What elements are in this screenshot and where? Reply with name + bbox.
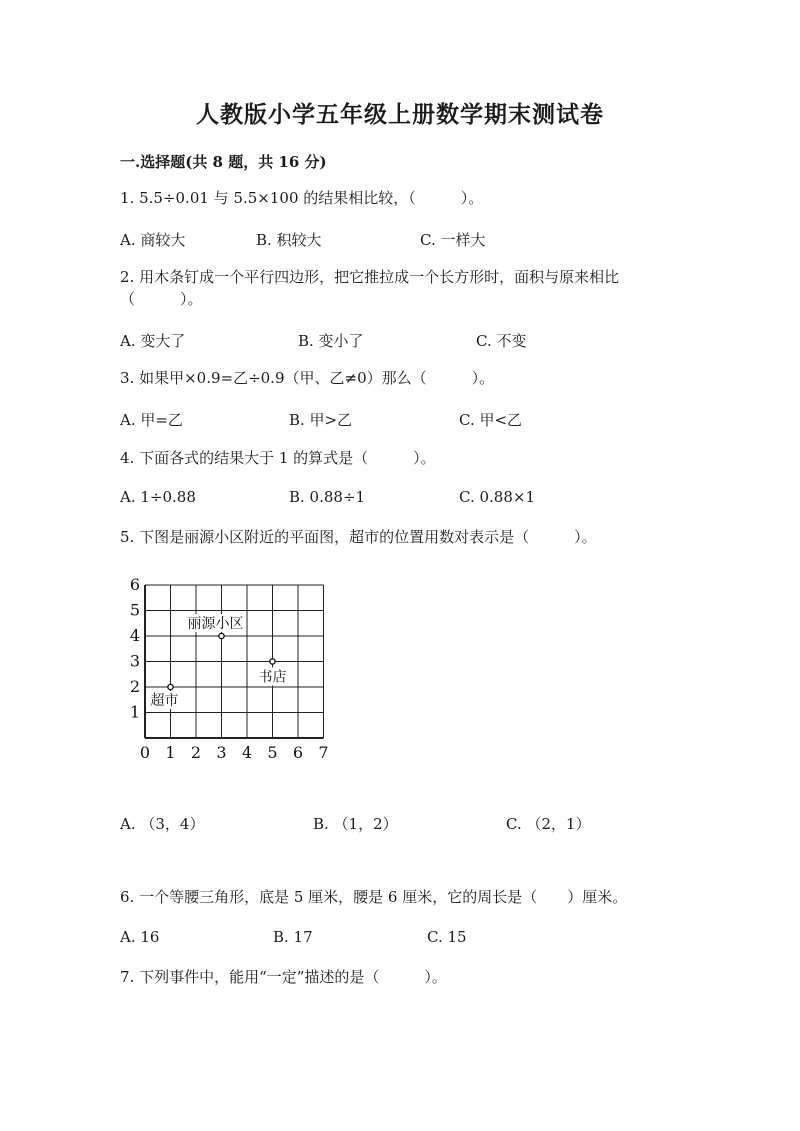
location-grid-map [125, 578, 340, 768]
q4-option-b[interactable]: B. 0.88÷1 [289, 488, 366, 506]
q3-option-a[interactable]: A. 甲=乙 [120, 411, 183, 429]
x-tick-label: 7 [318, 743, 329, 762]
question-2-continued: （ ）。 [120, 290, 203, 308]
question-2: 2. 用木条钉成一个平行四边形，把它推拉成一个长方形时，面积与原来相比 [120, 268, 620, 286]
q1-option-a[interactable]: A. 商较大 [120, 231, 186, 249]
q2-option-a[interactable]: A. 变大了 [120, 332, 186, 350]
x-tick-label: 0 [139, 743, 151, 762]
page-title: 人教版小学五年级上册数学期末测试卷 [196, 101, 604, 128]
q5-option-a[interactable]: A. （3，4） [120, 815, 205, 833]
q3-option-b[interactable]: B. 甲>乙 [289, 411, 353, 429]
x-tick-label: 4 [241, 743, 253, 762]
y-tick-label: 3 [129, 651, 141, 671]
place-point-marker [168, 684, 173, 689]
q1-option-b[interactable]: B. 积较大 [256, 231, 322, 249]
y-tick-label: 1 [129, 702, 141, 722]
q2-option-b[interactable]: B. 变小了 [298, 332, 364, 350]
x-tick-label: 5 [267, 743, 278, 762]
section-heading: 一.选择题(共 8 题，共 16 分) [120, 153, 327, 171]
q5-option-c[interactable]: C. （2，1） [506, 815, 591, 833]
q4-option-a[interactable]: A. 1÷0.88 [120, 488, 196, 506]
y-tick-label: 2 [129, 677, 141, 696]
q3-option-c[interactable]: C. 甲<乙 [459, 411, 523, 429]
x-tick-label: 3 [216, 743, 227, 762]
place-label: 超市 [150, 693, 179, 709]
q6-option-a[interactable]: A. 16 [120, 928, 160, 946]
q6-option-c[interactable]: C. 15 [427, 928, 467, 946]
x-tick-label: 2 [190, 743, 202, 762]
x-tick-label: 1 [165, 743, 176, 762]
question-6: 6. 一个等腰三角形，底是 5 厘米，腰是 6 厘米，它的周长是（ ）厘米。 [120, 888, 628, 906]
place-point-marker [270, 659, 275, 664]
question-4: 4. 下面各式的结果大于 1 的算式是（ ）。 [120, 449, 436, 467]
x-tick-label: 6 [292, 743, 304, 762]
q5-option-b[interactable]: B. （1，2） [313, 815, 398, 833]
y-tick-label: 6 [129, 578, 141, 594]
place-label: 丽源小区 [187, 616, 244, 632]
y-tick-label: 4 [129, 626, 141, 645]
place-label: 书店 [258, 669, 287, 686]
question-7: 7. 下列事件中，能用“一定”描述的是（ ）。 [120, 968, 447, 986]
q6-option-b[interactable]: B. 17 [273, 928, 313, 946]
question-3: 3. 如果甲×0.9=乙÷0.9（甲、乙≠0）那么（ ）。 [120, 369, 495, 387]
place-point-marker [219, 633, 224, 638]
q4-option-c[interactable]: C. 0.88×1 [459, 488, 535, 506]
q1-option-c[interactable]: C. 一样大 [420, 231, 486, 249]
q2-option-c[interactable]: C. 不变 [476, 332, 527, 350]
question-5: 5. 下图是丽源小区附近的平面图，超市的位置用数对表示是（ ）。 [120, 528, 597, 546]
y-tick-label: 5 [129, 600, 141, 620]
question-1: 1. 5.5÷0.01 与 5.5×100 的结果相比较，（ ）。 [120, 189, 484, 207]
